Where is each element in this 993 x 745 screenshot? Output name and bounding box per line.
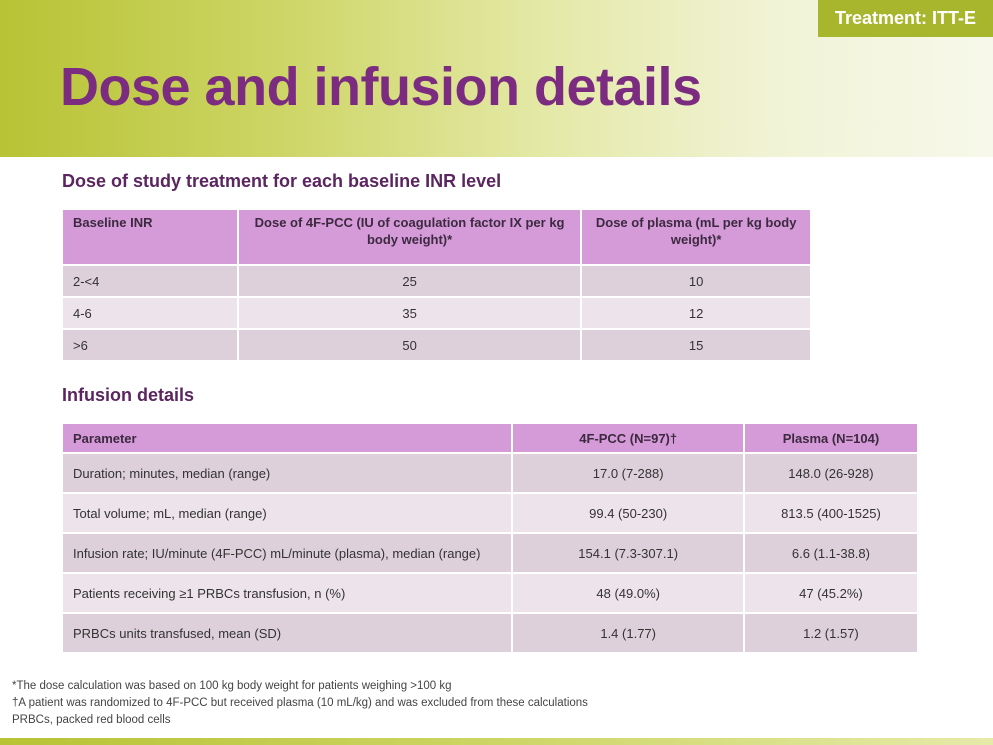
dose-table-header-row — [63, 210, 810, 264]
header-dose-4fpcc: Dose of 4F-PCC (IU of coagulation factor IX per kg body weight)* — [239, 210, 580, 264]
header-4fpcc: 4F-PCC (N=97)† — [513, 424, 742, 452]
table-row — [63, 266, 810, 296]
dose-plasma-cell: 12 — [582, 298, 810, 328]
value-4fpcc-cell: 99.4 (50-230) — [513, 494, 742, 532]
infusion-table — [61, 422, 919, 654]
footnote-abbreviation: PRBCs, packed red blood cells — [12, 714, 171, 726]
parameter-cell: Patients receiving ≥1 PRBCs transfusion, n (%) — [63, 574, 511, 612]
value-plasma-cell: 148.0 (26-928) — [745, 454, 917, 492]
dose-4fpcc-cell: 35 — [239, 298, 580, 328]
parameter-cell: PRBCs units transfused, mean (SD) — [63, 614, 511, 652]
table-row — [63, 534, 917, 572]
dose-plasma-cell: 10 — [582, 266, 810, 296]
treatment-badge: Treatment: ITT-E — [818, 0, 993, 37]
dose-4fpcc-cell: 25 — [239, 266, 580, 296]
infusion-table-header-row — [63, 424, 917, 452]
footnotes — [12, 678, 588, 729]
parameter-cell: Total volume; mL, median (range) — [63, 494, 511, 532]
value-plasma-cell: 1.2 (1.57) — [745, 614, 917, 652]
footnote-dose: *The dose calculation was based on 100 kg body weight for patients weighing >100 kg — [12, 680, 452, 692]
dose-table — [61, 208, 812, 362]
parameter-cell: Duration; minutes, median (range) — [63, 454, 511, 492]
table-row — [63, 574, 917, 612]
value-4fpcc-cell: 1.4 (1.77) — [513, 614, 742, 652]
value-4fpcc-cell: 48 (49.0%) — [513, 574, 742, 612]
header-dose-plasma: Dose of plasma (mL per kg body weight)* — [582, 210, 810, 264]
baseline-inr-cell: 2-<4 — [63, 266, 237, 296]
table-row — [63, 298, 810, 328]
baseline-inr-cell: 4-6 — [63, 298, 237, 328]
parameter-cell: Infusion rate; IU/minute (4F-PCC) mL/minute (plasma), median (range) — [63, 534, 511, 572]
header-parameter: Parameter — [63, 424, 511, 452]
header-baseline-inr: Baseline INR — [63, 210, 237, 264]
dose-4fpcc-cell: 50 — [239, 330, 580, 360]
dose-section-heading: Dose of study treatment for each baseline INR level — [62, 171, 502, 191]
value-plasma-cell: 47 (45.2%) — [745, 574, 917, 612]
infusion-section-heading: Infusion details — [62, 385, 195, 405]
footer-bar — [0, 738, 993, 745]
table-row — [63, 614, 917, 652]
header-plasma: Plasma (N=104) — [745, 424, 917, 452]
value-plasma-cell: 6.6 (1.1-38.8) — [745, 534, 917, 572]
baseline-inr-cell: >6 — [63, 330, 237, 360]
table-row — [63, 330, 810, 360]
value-plasma-cell: 813.5 (400-1525) — [745, 494, 917, 532]
table-row — [63, 454, 917, 492]
footnote-excluded-patient: †A patient was randomized to 4F-PCC but received plasma (10 mL/kg) and was excluded from these calculations — [12, 697, 588, 709]
value-4fpcc-cell: 17.0 (7-288) — [513, 454, 742, 492]
table-row — [63, 494, 917, 532]
value-4fpcc-cell: 154.1 (7.3-307.1) — [513, 534, 742, 572]
dose-plasma-cell: 15 — [582, 330, 810, 360]
slide-title: Dose and infusion details — [60, 57, 702, 117]
